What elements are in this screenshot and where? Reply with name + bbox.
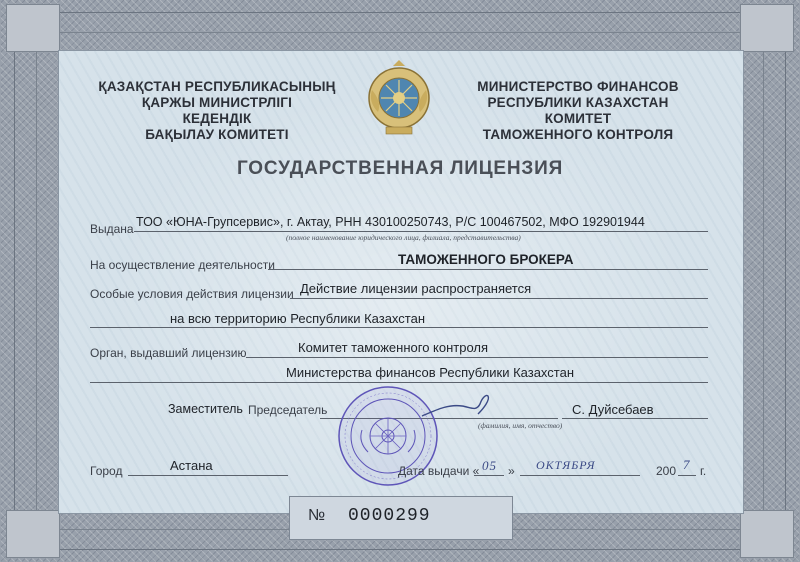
date-day: 05 <box>482 458 497 473</box>
issued-hint: (полное наименование юридического лица, филиала, представительства) <box>286 233 521 242</box>
license-number-box <box>289 496 513 540</box>
number-symbol: № <box>308 507 326 524</box>
date-year-suffix: 7 <box>683 457 691 472</box>
conditions-line2: на всю территорию Республики Казахстан <box>170 311 425 326</box>
issuer-line2: Министерства финансов Республики Казахстан <box>286 365 574 380</box>
issued-value: ТОО «ЮНА-Групсервис», г. Актау, РНН 430100250743, Р/С 100467502, МФО 192901944 <box>136 215 645 229</box>
city-value: Астана <box>170 458 213 473</box>
issued-label: Выдана <box>90 222 134 236</box>
corner-ornament-bottom-left <box>6 510 60 558</box>
conditions-label: Особые условия действия лицензии <box>90 287 294 301</box>
city-underline <box>128 475 288 476</box>
issuer-underline-1 <box>246 357 708 358</box>
header-left <box>86 79 348 143</box>
signatory-hint: (фамилия, имя, отчество) <box>478 421 563 430</box>
deputy-label: Заместитель <box>168 402 243 416</box>
header-right-line: ТАМОЖЕННОГО КОНТРОЛЯ <box>482 127 674 142</box>
chairman-label: Председатель <box>248 403 328 417</box>
date-close-quote: » <box>508 464 515 478</box>
header-left-line: КЕДЕНДІК <box>182 111 252 126</box>
issued-underline <box>134 231 708 232</box>
corner-ornament-bottom-right <box>740 510 794 558</box>
conditions-underline-1 <box>290 298 708 299</box>
license-number: 0000299 <box>348 506 431 526</box>
corner-ornament-top-left <box>6 4 60 52</box>
activity-underline <box>268 269 708 270</box>
date-day-underline <box>474 475 504 476</box>
header-left-line: БАҚЫЛАУ КОМИТЕТІ <box>145 127 289 142</box>
conditions-underline-2 <box>90 327 708 328</box>
city-label: Город <box>90 464 123 478</box>
date-year-unit: г. <box>700 464 707 478</box>
activity-value: ТАМОЖЕННОГО БРОКЕРА <box>398 252 574 267</box>
date-label: Дата выдачи « <box>398 464 480 478</box>
signatory-name: С. Дуйсебаев <box>572 402 654 417</box>
state-emblem-icon <box>360 58 438 138</box>
issuer-label: Орган, выдавший лицензию <box>90 346 247 360</box>
conditions-line1: Действие лицензии распространяется <box>300 281 532 296</box>
header-right-line: КОМИТЕТ <box>544 111 612 126</box>
date-month-underline <box>520 475 640 476</box>
issuer-underline-2 <box>90 382 708 383</box>
signatory-name-underline <box>562 418 708 419</box>
header-right <box>452 79 704 143</box>
issuer-line1: Комитет таможенного контроля <box>298 340 489 355</box>
corner-ornament-top-right <box>740 4 794 52</box>
document-title: ГОСУДАРСТВЕННАЯ ЛИЦЕНЗИЯ <box>236 158 564 179</box>
date-month: ОКТЯБРЯ <box>536 458 596 472</box>
activity-label: На осуществление деятельности <box>90 258 275 272</box>
date-year-underline <box>678 475 696 476</box>
header-left-line: ҚАЗАҚСТАН РЕСПУБЛИКАСЫНЫҢ <box>98 79 336 94</box>
header-right-line: РЕСПУБЛИКИ КАЗАХСТАН <box>487 95 669 110</box>
date-year-prefix: 200 <box>656 464 677 478</box>
header-right-line: МИНИСТЕРСТВО ФИНАНСОВ <box>477 79 679 94</box>
signature-icon <box>418 392 498 422</box>
header-left-line: ҚАРЖЫ МИНИСТРЛІГІ <box>141 95 293 110</box>
